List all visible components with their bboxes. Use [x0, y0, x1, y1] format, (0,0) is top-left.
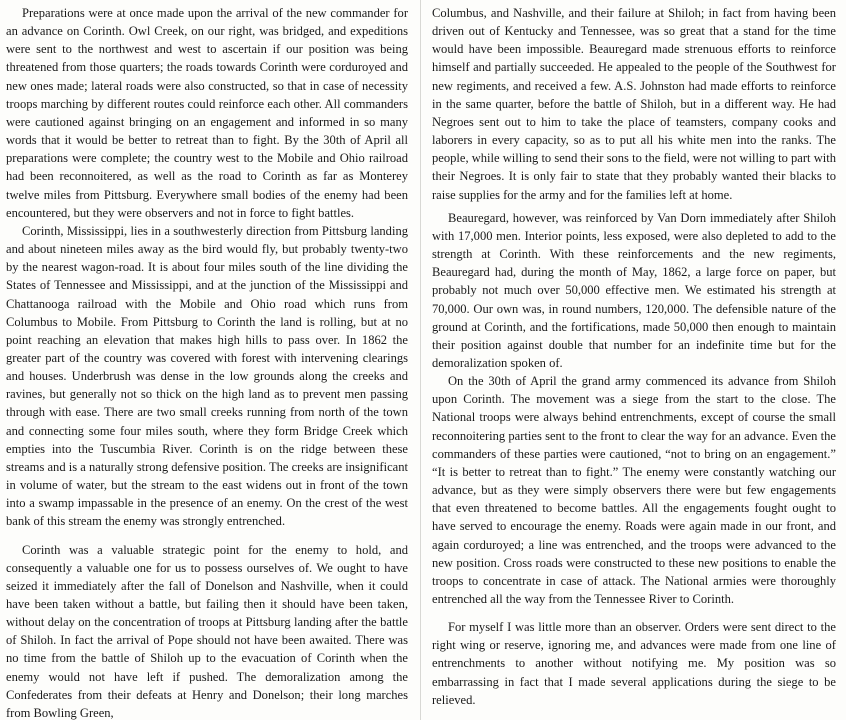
- paragraph-preparations: Preparations were at once made upon the arrival of the new commander for an advance on Corinth. Owl Creek, on our right, was bridged, and expeditions were sent to the northwest and west to ascertain if our position was being threatened from those quarters; the roads towards Corinth were corduroyed and new ones made; lateral roads were also constructed, so that in case of necessity troops marching by different routes could reinforce each other. All commanders were cautioned against bringing on an engagement and informed in so many words that it would be better to retreat than to fight. By the 30th of April all preparations were complete; the country west to the Mobile and Ohio railroad had been reconnoitered, as well as the road to Corinth as far as Monterey twelve miles from Pittsburg. Everywhere small bodies of the enemy had been encountered, but they were observers and not in force to fight battles.: [6, 6, 408, 220]
- paragraph-beauregard-reinforced: Beauregard, however, was reinforced by Van Dorn immediately after Shiloh with 17,000 men. Interior points, less exposed, were also depleted to add to the strength at Corinth. With these reinforcements and the new regiments, Beauregard had, during the month of May, 1862, a large force on paper, but probably not much over 50,000 effective men. We estimated his strength at 70,000. Our own was, in round numbers, 120,000. The defensible nature of the ground at Corinth, and the fortifications, made 50,000 then enough to maintain their position against double that number for an indefinite time but for the demoralization spoken of.: [432, 210, 836, 370]
- right-text-column: [432, 4, 836, 720]
- column-gutter-divider: [420, 0, 421, 720]
- paragraph-observer: For myself I was little more than an observer. Orders were sent direct to the right wing or reserve, ignoring me, and advances were made from one line of entrenchments to another without notifying me. My position was so embarrassing in fact that I made several applications during the siege to be relieved.: [432, 620, 836, 707]
- paragraph-corinth-strategic-point: Corinth was a valuable strategic point for the enemy to hold, and consequently a valuable one for us to possess ourselves of. We ought to have seized it immediately after the fall of Donelson and Nashville, when it could have been taken without a battle, but failing then it should have been taken, without delay on the concentration of troops at Pittsburg landing after the battle of Shiloh. In fact the arrival of Pope should not have been awaited. There was no time from the battle of Shiloh up to the evacuation of Corinth when the enemy would not have left if pushed. The demoralization among the Confederates from their defeats at Henry and Donelson; their long marches from Bowling Green,: [6, 542, 408, 720]
- paragraph-grand-army-advance: On the 30th of April the grand army commenced its advance from Shiloh upon Corinth. The movement was a siege from the start to the close. The National troops were always behind entrenchments, except of course the small reconnoitering parties sent to the front to clear the way for an advance. Even the commanders of these parties were cautioned, “not to bring on an engagement.” “It is better to retreat than to fight.” The enemy were constantly watching our advance, but as they were simply observers there were but few engagements that even threatened to become battles. All the engagements fought ought to have served to encourage the enemy. Roads were again made in our front, and again corduroyed; a line was entrenched, and the troops were advanced to the new position. Cross roads were constructed to these new positions to enable the troops to concentrate in case of attack. The National armies were thoroughly entrenched all the way from the Tennessee River to Corinth.: [432, 374, 836, 606]
- left-text-column: [6, 4, 408, 720]
- paragraph-confederate-demoralization: Columbus, and Nashville, and their failure at Shiloh; in fact from having been driven out of Kentucky and Tennessee, was so great that a stand for the time would have been impossible. Beauregard made strenuous efforts to reinforce himself and partially succeeded. He appealed to the people of the Southwest for new regiments, and received a few. A.S. Johnston had made efforts to reinforce in the same quarter, before the battle of Shiloh, but in a different way. He had Negroes sent out to him to take the place of teamsters, company cooks and laborers in every capacity, so as to put all his white men into the ranks. The people, while willing to send their sons to the field, were not willing to part with their Negroes. It is only fair to state that they probably wanted their blacks to raise supplies for the army and for the families left at home.: [432, 6, 836, 202]
- paragraph-corinth-geography: Corinth, Mississippi, lies in a southwesterly direction from Pittsburg landing and about nineteen miles away as the bird would fly, but probably twenty-two by the nearest wagon-road. It is about four miles south of the line dividing the States of Tennessee and Mississippi, and at the junction of the Mississippi and Chattanooga railroad with the Mobile and Ohio road which runs from Columbus to Mobile. From Pittsburg to Corinth the land is rolling, but at no point reaching an elevation that makes high hills to pass over. In 1862 the greater part of the country was covered with forest with intervening clearings and houses. Underbrush was dense in the low grounds along the creeks and ravines, but generally not so thick on the high land as to prevent men passing through with ease. There are two small creeks running from north of the town and connecting some four miles south, where they form Bridge Creek which empties into the Tuscumbia River. Corinth is on the ridge between these streams and is a naturally strong defensive position. The creeks are insignificant in volume of water, but the stream to the east widens out in front of the town into a swamp impassable in the presence of an enemy. On the crest of the west bank of this stream the enemy was strongly entrenched.: [6, 223, 408, 529]
